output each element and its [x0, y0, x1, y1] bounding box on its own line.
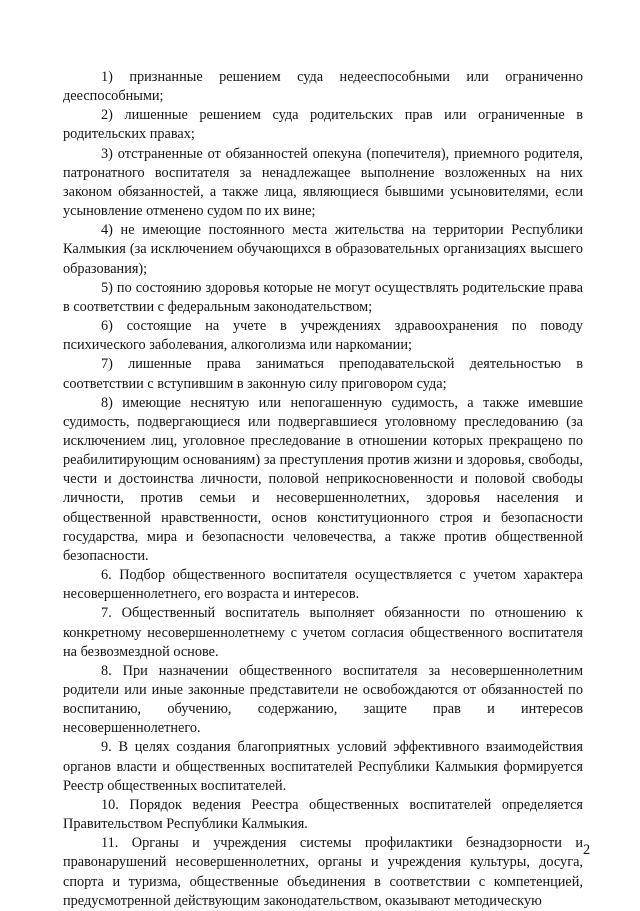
paragraph: 7. Общественный воспитатель выполняет обязанности по отношению к конкретному несовершеннолетнему с учетом согласия общественного воспитателя на безвозмездной основе.	[63, 605, 583, 660]
paragraph: 11. Органы и учреждения системы профилактики безнадзорности и правонарушений несовершеннолетних, органы и учреждения культуры, досуга, спорта и туризма, общественные объединения в соответствии с компетенцией, предусмотренной действующим законодательством, оказывают методическую	[63, 835, 583, 909]
paragraph: 10. Порядок ведения Реестра общественных воспитателей определяется Правительством Республики Калмыкия.	[63, 796, 583, 833]
page-number: 2	[583, 842, 591, 858]
paragraph: 4) не имеющие постоянного места жительства на территории Республики Калмыкия (за исключением обучающихся в образовательных организациях высшего образования);	[63, 222, 583, 277]
paragraph: 6) состоящие на учете в учреждениях здравоохранения по поводу психического заболевания, алкоголизма или наркомании;	[63, 318, 583, 354]
paragraph: 5) по состоянию здоровья которые не могут осуществлять родительские права в соответствии с федеральным законодательством;	[63, 279, 583, 315]
paragraph: 6. Подбор общественного воспитателя осуществляется с учетом характера несовершеннолетнего, его возраста и интересов.	[63, 567, 583, 603]
paragraph: 8) имеющие неснятую или непогашенную судимость, а также имевшие судимость, подвергающиеся или подвергавшиеся уголовному преследованию (за исключением лиц, уголовное преследование в отношении которых прекращено по реабилитирующим основаниям) за преступления против жизни и здоровья, свободы, чести и достоинства личности, половой неприкосновенности и половой свободы личности, против семьи и несовершеннолетних, здоровья населения и общественной нравственности, основ конституционного строя и безопасности государства, мира и безопасности человечества, а также против общественной безопасности.	[63, 394, 583, 564]
paragraph: 8. При назначении общественного воспитателя за несовершеннолетним родители или иные законные представители не освобождаются от обязанностей по воспитанию, обучению, содержанию, защите прав и интересов несовершеннолетнего.	[63, 662, 583, 737]
paragraph: 7) лишенные права заниматься преподавательской деятельностью в соответствии с вступившим в законную силу приговором суда;	[63, 356, 583, 392]
document-body	[63, 68, 583, 911]
paragraph: 1) признанные решением суда недееспособными или ограниченно дееспособными;	[63, 69, 583, 105]
paragraph: 3) отстраненные от обязанностей опекуна (попечителя), приемного родителя, патронатного воспитателя за ненадлежащее выполнение возложенных на них законом обязанностей, а также лица, являющиеся бывшими усыновителями, если усыновление отменено судом по их вине;	[63, 145, 583, 220]
paragraph: 9. В целях создания благоприятных условий эффективного взаимодействия органов власти и общественных воспитателей Республики Калмыкия формируется Реестр общественных воспитателей.	[63, 739, 583, 794]
paragraph: 2) лишенные решением суда родительских прав или ограниченные в родительских правах;	[63, 107, 583, 143]
